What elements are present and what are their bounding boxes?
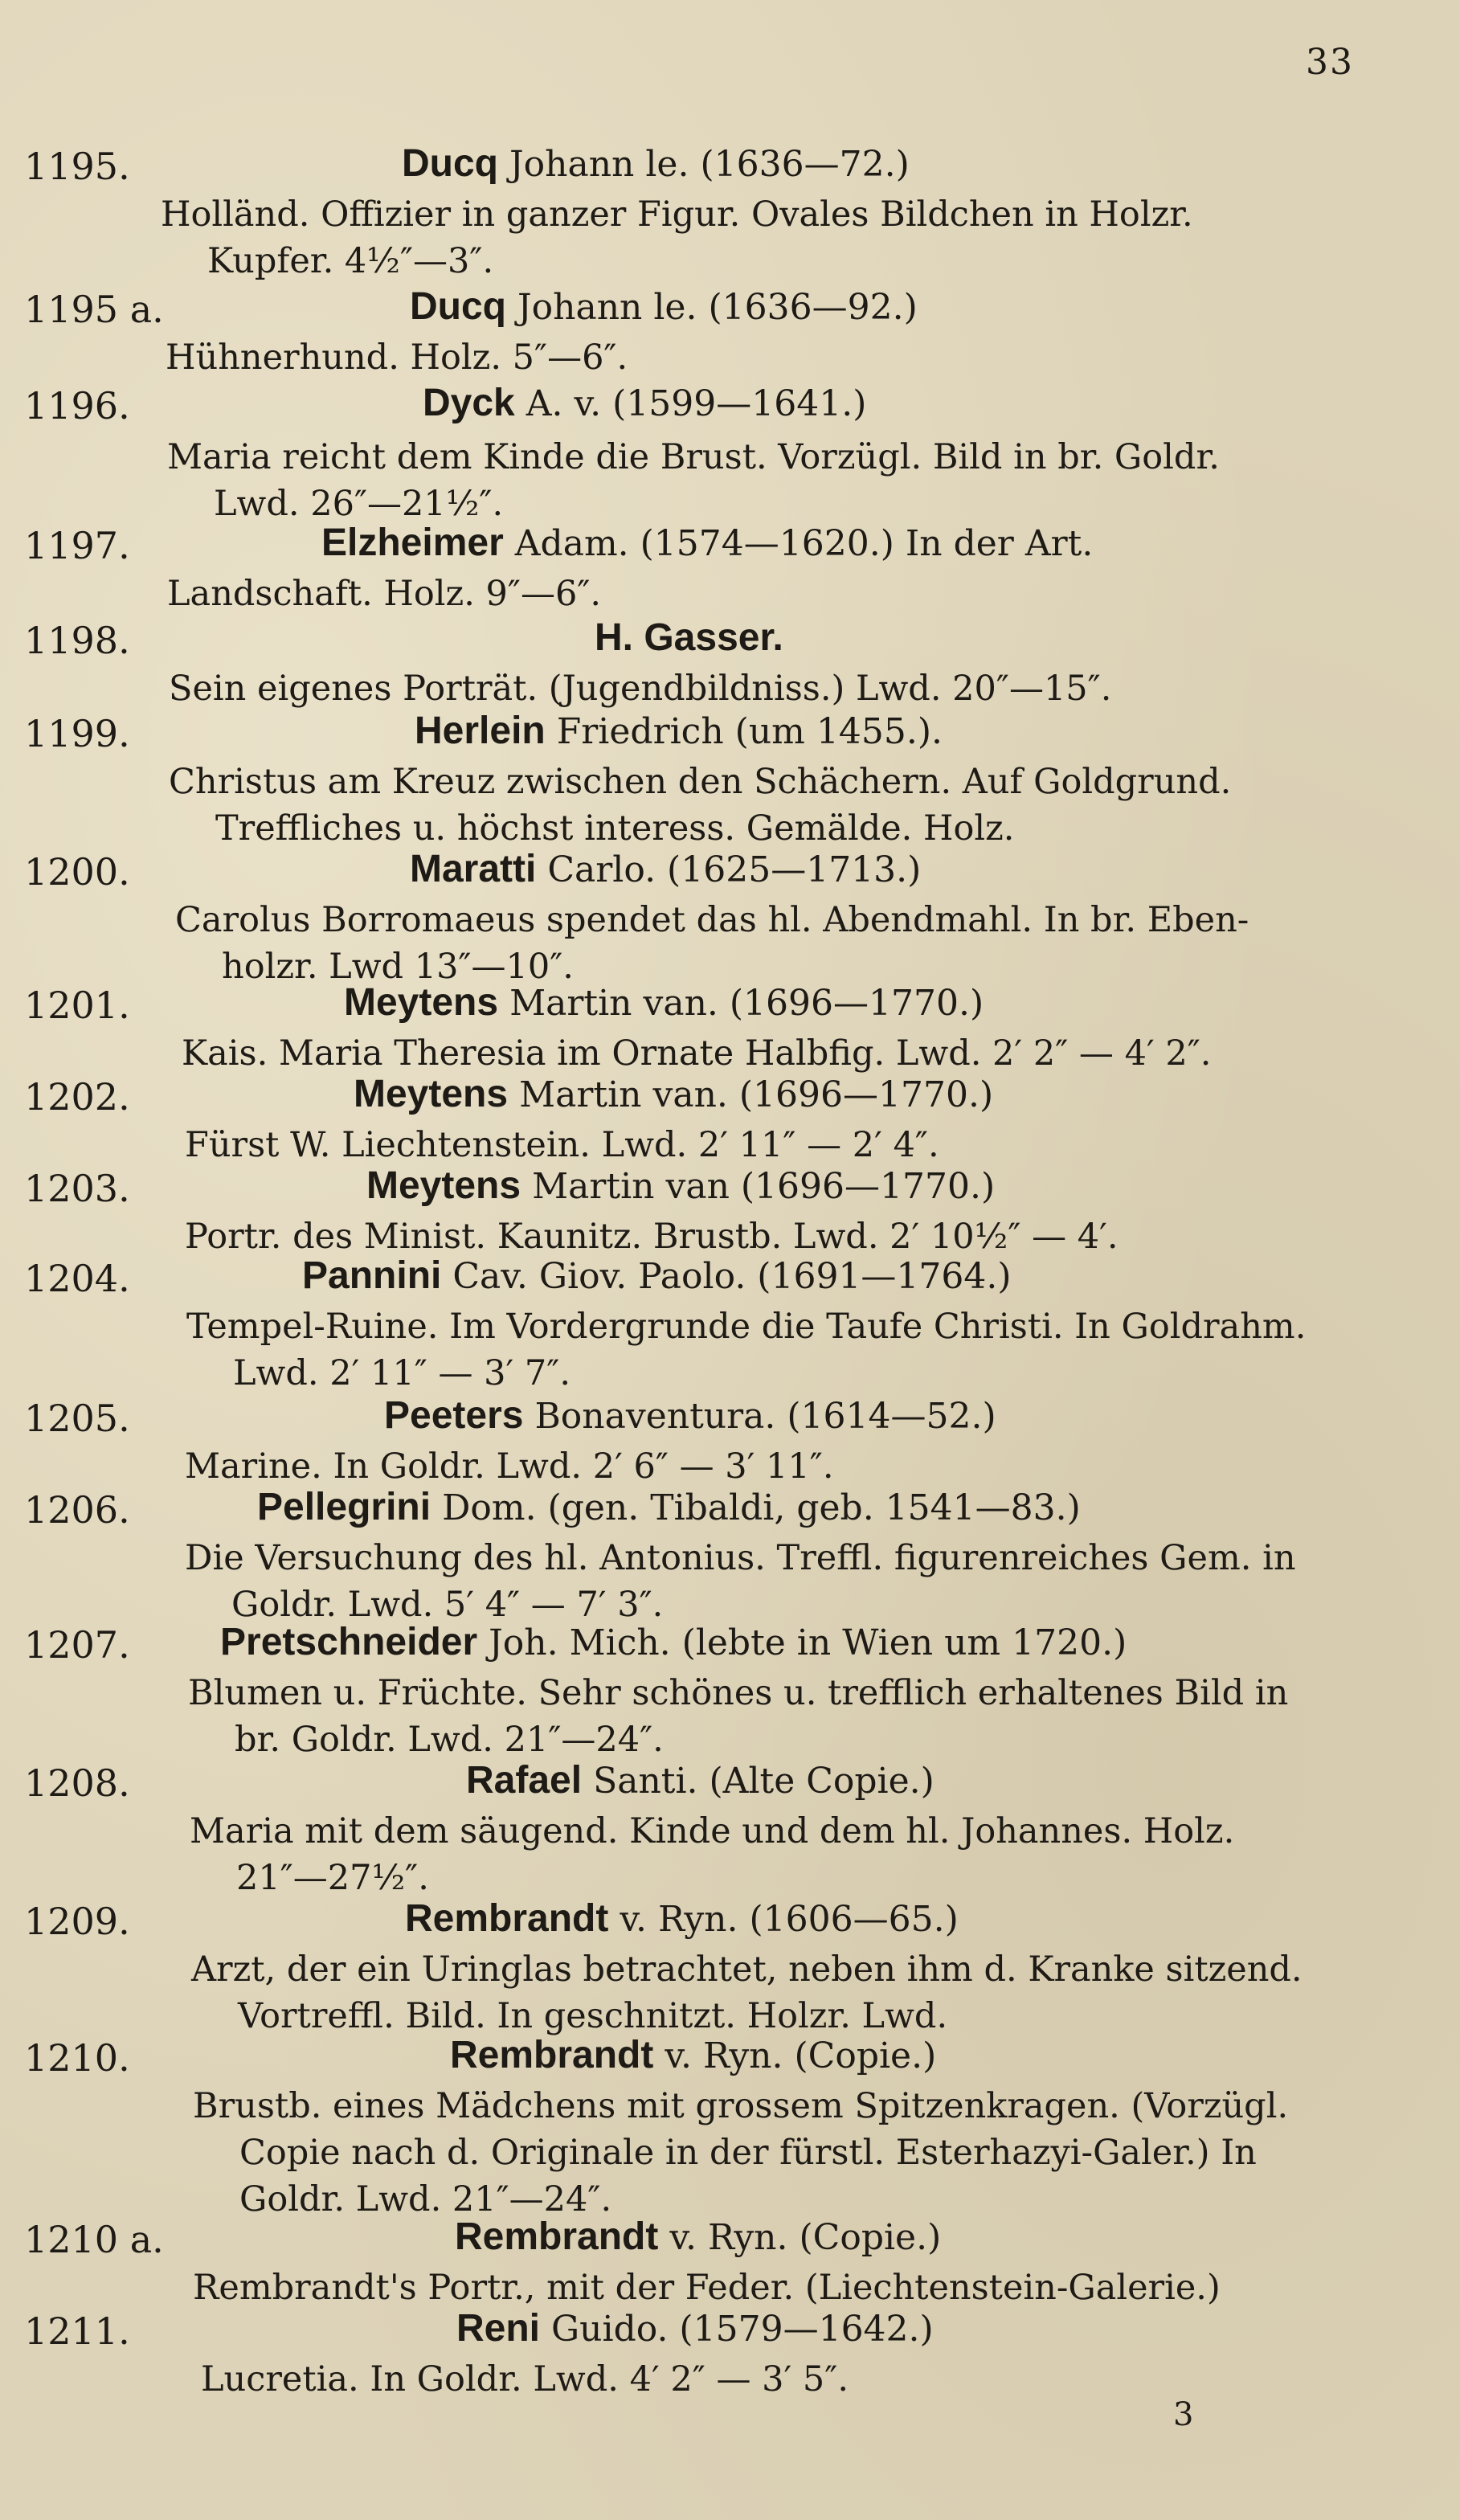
- entry-heading: [354, 1072, 993, 1116]
- entry-description: [169, 759, 1422, 852]
- entry-description: [185, 1443, 1438, 1490]
- entry-description: [185, 1535, 1438, 1628]
- description-line: Portr. des Minist. Kaunitz. Brustb. Lwd. 2′ 10½″ — 4′.: [185, 1217, 1119, 1257]
- entry-description: [167, 434, 1421, 527]
- entry-heading: [415, 709, 943, 753]
- description-line: Brustb. eines Mädchens mit grossem Spitzenkragen. (Vorzügl.: [193, 2086, 1289, 2126]
- description-line: Hühnerhund. Holz. 5″—6″.: [166, 338, 628, 378]
- entry-heading: [402, 141, 910, 186]
- artist-detail: Joh. Mich. (lebte in Wien um 1720.): [489, 1622, 1127, 1663]
- artist-name: Pannini: [302, 1254, 442, 1297]
- entry-number: 1199.: [24, 712, 130, 755]
- entry-heading: [466, 1758, 934, 1802]
- artist-detail: Johann le. (1636—92.): [517, 287, 918, 328]
- entry-description: [169, 665, 1422, 712]
- description-line: Arzt, der ein Uringlas betrachtet, neben ihm d. Kranke sitzend.: [191, 1949, 1303, 1990]
- entry-number: 1195 a.: [24, 288, 164, 331]
- entry-description: [161, 191, 1414, 284]
- entry-heading: [302, 1254, 1012, 1298]
- entry-number: 1208.: [24, 1761, 130, 1805]
- entry-heading: [321, 521, 1093, 565]
- artist-name: Pretschneider: [220, 1621, 478, 1663]
- artist-name: H. Gasser.: [595, 616, 783, 659]
- description-line: Maria reicht dem Kinde die Brust. Vorzügl. Bild in br. Goldr.: [167, 437, 1220, 477]
- description-line: Lucretia. In Goldr. Lwd. 4′ 2″ — 3′ 5″.: [201, 2359, 849, 2399]
- artist-detail: v. Ryn. (1606—65.): [620, 1899, 959, 1940]
- description-line: Fürst W. Liechtenstein. Lwd. 2′ 11″ — 2′ 4″.: [185, 1125, 939, 1165]
- artist-detail: Bonaventura. (1614—52.): [534, 1396, 996, 1437]
- description-line: Maria mit dem säugend. Kinde und dem hl. Johannes. Holz.: [190, 1811, 1235, 1851]
- entry-heading: [410, 847, 921, 891]
- description-line: Lwd. 26″—21½″.: [214, 484, 504, 524]
- artist-detail: Carlo. (1625—1713.): [547, 849, 922, 890]
- artist-detail: A. v. (1599—1641.): [526, 383, 867, 424]
- artist-name: Rembrandt: [455, 2215, 659, 2258]
- entry-number: 1197.: [24, 524, 130, 567]
- entry-number: 1202.: [24, 1075, 130, 1119]
- entry-number: 1211.: [24, 2309, 130, 2353]
- entry-description: [193, 2083, 1446, 2223]
- entry-heading: [456, 2306, 934, 2350]
- description-line: Kais. Maria Theresia im Ornate Halbfig. Lwd. 2′ 2″ — 4′ 2″.: [182, 1033, 1212, 1074]
- description-line: Holländ. Offizier in ganzer Figur. Ovales Bildchen in Holzr.: [161, 194, 1193, 235]
- artist-detail: v. Ryn. (Copie.): [665, 2035, 937, 2076]
- description-line: Lwd. 2′ 11″ — 3′ 7″.: [233, 1353, 571, 1393]
- description-line: Vortreffl. Bild. In geschnitzt. Holzr. Lwd.: [238, 1996, 948, 2036]
- artist-detail: Cav. Giov. Paolo. (1691—1764.): [452, 1256, 1012, 1297]
- artist-detail: Santi. (Alte Copie.): [593, 1761, 934, 1802]
- entry-number: 1210 a.: [24, 2218, 164, 2261]
- entry-heading: [595, 616, 795, 660]
- artist-name: Peeters: [384, 1394, 524, 1437]
- artist-name: Herlein: [415, 710, 546, 752]
- description-line: Kupfer. 4½″—3″.: [207, 241, 494, 281]
- entry-number: 1205.: [24, 1397, 130, 1440]
- entry-number: 1201.: [24, 984, 130, 1027]
- artist-name: Elzheimer: [321, 522, 504, 564]
- entry-heading: [384, 1393, 996, 1438]
- description-line: holzr. Lwd 13″—10″.: [222, 947, 574, 987]
- artist-name: Maratti: [410, 848, 537, 890]
- description-line: Blumen u. Früchte. Sehr schönes u. trefflich erhaltenes Bild in: [188, 1673, 1289, 1713]
- entry-number: 1203.: [24, 1167, 130, 1210]
- entry-number: 1198.: [24, 619, 130, 662]
- artist-name: Meytens: [344, 981, 499, 1024]
- entry-heading: [455, 2215, 941, 2259]
- description-line: Copie nach d. Originale in der fürstl. Esterhazyi-Galer.) In: [239, 2133, 1257, 2173]
- entry-number: 1207.: [24, 1623, 130, 1667]
- description-line: Christus am Kreuz zwischen den Schächern. Auf Goldgrund.: [169, 762, 1232, 802]
- entry-description: [188, 1670, 1442, 1763]
- artist-name: Dyck: [423, 382, 515, 424]
- entry-number: 1209.: [24, 1900, 130, 1943]
- entry-number: 1206.: [24, 1488, 130, 1532]
- artist-detail: Adam. (1574—1620.) In der Art.: [514, 523, 1094, 564]
- entry-description: [185, 1122, 1438, 1168]
- entry-description: [186, 1303, 1440, 1397]
- description-line: Tempel-Ruine. Im Vordergrunde die Taufe Christi. In Goldrahm.: [186, 1307, 1307, 1347]
- entry-heading: [220, 1620, 1127, 1664]
- artist-detail: v. Ryn. (Copie.): [669, 2217, 942, 2258]
- artist-detail: Martin van. (1696—1770.): [509, 983, 984, 1024]
- entry-number: 1204.: [24, 1257, 130, 1300]
- artist-name: Pellegrini: [257, 1486, 431, 1528]
- description-line: Landschaft. Holz. 9″—6″.: [167, 574, 602, 614]
- description-line: Goldr. Lwd. 21″—24″.: [239, 2179, 612, 2219]
- entry-description: [182, 1030, 1435, 1077]
- artist-name: Meytens: [354, 1073, 509, 1115]
- entry-description: [193, 2264, 1446, 2311]
- entry-heading: [257, 1485, 1081, 1529]
- entry-heading: [344, 980, 984, 1025]
- artist-name: Rembrandt: [450, 2034, 654, 2076]
- entry-number: 1200.: [24, 850, 130, 894]
- description-line: br. Goldr. Lwd. 21″—24″.: [235, 1720, 664, 1760]
- artist-name: Reni: [456, 2307, 541, 2350]
- artist-name: Rembrandt: [405, 1897, 609, 1940]
- description-line: Die Versuchung des hl. Antonius. Treffl. figurenreiches Gem. in: [185, 1538, 1296, 1578]
- artist-detail: Dom. (gen. Tibaldi, geb. 1541—83.): [442, 1487, 1081, 1528]
- entry-description: [167, 571, 1421, 617]
- description-line: Goldr. Lwd. 5′ 4″ — 7′ 3″.: [231, 1585, 664, 1625]
- artist-name: Ducq: [410, 285, 506, 328]
- entry-heading: [423, 381, 866, 425]
- entry-number: 1196.: [24, 384, 130, 428]
- artist-detail: Martin van (1696—1770.): [532, 1166, 996, 1207]
- artist-name: Ducq: [402, 142, 498, 185]
- entry-description: [201, 2356, 1454, 2403]
- description-line: Sein eigenes Porträt. (Jugendbildniss.) Lwd. 20″—15″.: [169, 669, 1112, 709]
- artist-name: Rafael: [466, 1759, 583, 1802]
- entry-heading: [366, 1164, 995, 1208]
- entry-description: [190, 1808, 1443, 1901]
- artist-detail: Martin van. (1696—1770.): [519, 1074, 994, 1115]
- page-number: 33: [1306, 42, 1354, 83]
- artist-name: Meytens: [366, 1164, 521, 1207]
- entry-description: [166, 334, 1419, 381]
- entry-heading: [410, 284, 918, 329]
- description-line: Carolus Borromaeus spendet das hl. Abendmahl. In br. Eben-: [175, 900, 1249, 940]
- description-line: Marine. In Goldr. Lwd. 2′ 6″ — 3′ 11″.: [185, 1446, 834, 1487]
- artist-detail: Guido. (1579—1642.): [551, 2309, 934, 2350]
- entry-heading: [405, 1896, 959, 1941]
- entry-description: [175, 897, 1429, 990]
- entry-number: 1210.: [24, 2036, 130, 2080]
- entry-description: [191, 1946, 1445, 2039]
- artist-detail: Johann le. (1636—72.): [509, 144, 910, 185]
- entry-number: 1195.: [24, 145, 130, 188]
- description-line: Treffliches u. höchst interess. Gemälde. Holz.: [215, 808, 1015, 849]
- signature-mark: 3: [1173, 2396, 1194, 2433]
- artist-detail: Friedrich (um 1455.).: [556, 711, 943, 752]
- description-line: Rembrandt's Portr., mit der Feder. (Liechtenstein-Galerie.): [193, 2268, 1221, 2308]
- description-line: 21″—27½″.: [236, 1858, 429, 1898]
- entry-heading: [450, 2033, 936, 2077]
